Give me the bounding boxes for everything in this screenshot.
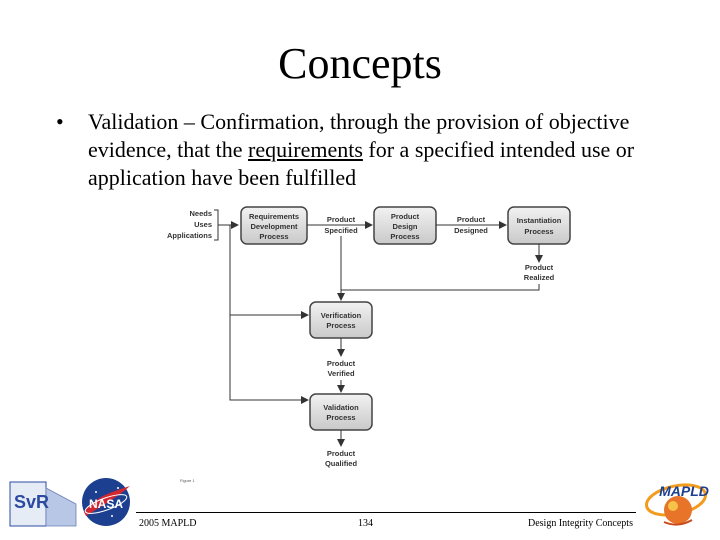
- box-requirements-line2: Development: [250, 222, 298, 231]
- input-label-applications: Applications: [166, 231, 212, 240]
- mapld-logo: [644, 480, 709, 525]
- label-verified-2: Verified: [327, 369, 355, 378]
- nasa-logo: [82, 478, 130, 526]
- box-verification: [310, 302, 372, 338]
- footer-divider: [136, 512, 636, 513]
- box-requirements-line1: Requirements: [248, 212, 300, 221]
- bullet-underlined-word: requirements: [248, 137, 363, 162]
- label-verified-1: Product: [326, 359, 356, 368]
- label-realized-2: Realized: [523, 273, 555, 282]
- footer-right: Design Integrity Concepts: [528, 518, 633, 529]
- footer-page-number: 134: [358, 518, 373, 529]
- box-validation-line1: Validation: [323, 403, 359, 412]
- label-specified-1: Product: [326, 215, 356, 224]
- box-validation-line2: Process: [326, 413, 356, 422]
- box-requirements: [241, 207, 307, 244]
- label-specified-2: Specified: [324, 226, 358, 235]
- input-label: [167, 209, 212, 240]
- box-instantiation: [508, 207, 570, 244]
- bullet-text-end: for a specified intended use or application have been fulfilled: [88, 137, 635, 190]
- label-designed-1: Product: [456, 215, 486, 224]
- label-designed-2: Designed: [454, 226, 488, 235]
- box-design-line2: Design: [392, 222, 418, 231]
- box-design: [374, 207, 436, 244]
- box-instantiation-line1: Instantiation: [516, 216, 562, 225]
- mapld-logo-text: MAPLD: [659, 483, 709, 499]
- box-design-line3: Process: [390, 232, 420, 241]
- box-validation: [310, 394, 372, 430]
- svr-logo: [10, 482, 76, 526]
- input-label-needs: Needs: [189, 209, 212, 218]
- bullet-text-start: Validation – Confirmation, through the provision of objective evidence, that the: [88, 109, 630, 162]
- label-realized-1: Product: [524, 263, 554, 272]
- bullet-marker: •: [56, 109, 64, 134]
- box-requirements-line3: Process: [259, 232, 289, 241]
- label-qualified-2: Qualified: [324, 459, 358, 468]
- svr-logo-text: SvR: [14, 492, 50, 512]
- box-verification-line2: Process: [326, 321, 356, 330]
- footer-left: 2005 MAPLD: [139, 518, 197, 529]
- box-design-line1: Product: [390, 212, 420, 221]
- label-qualified-1: Product: [326, 449, 356, 458]
- slide-title: Concepts: [278, 39, 442, 88]
- nasa-logo-text: NASA: [88, 497, 124, 511]
- arrow-needs-to-validation: [230, 225, 308, 400]
- figure-caption: Figure 1: [180, 478, 195, 483]
- input-label-uses: Uses: [194, 220, 212, 229]
- box-verification-line1: Verification: [320, 311, 362, 320]
- arrow-realized-to-verification: [341, 284, 539, 300]
- box-instantiation-line2: Process: [524, 227, 554, 236]
